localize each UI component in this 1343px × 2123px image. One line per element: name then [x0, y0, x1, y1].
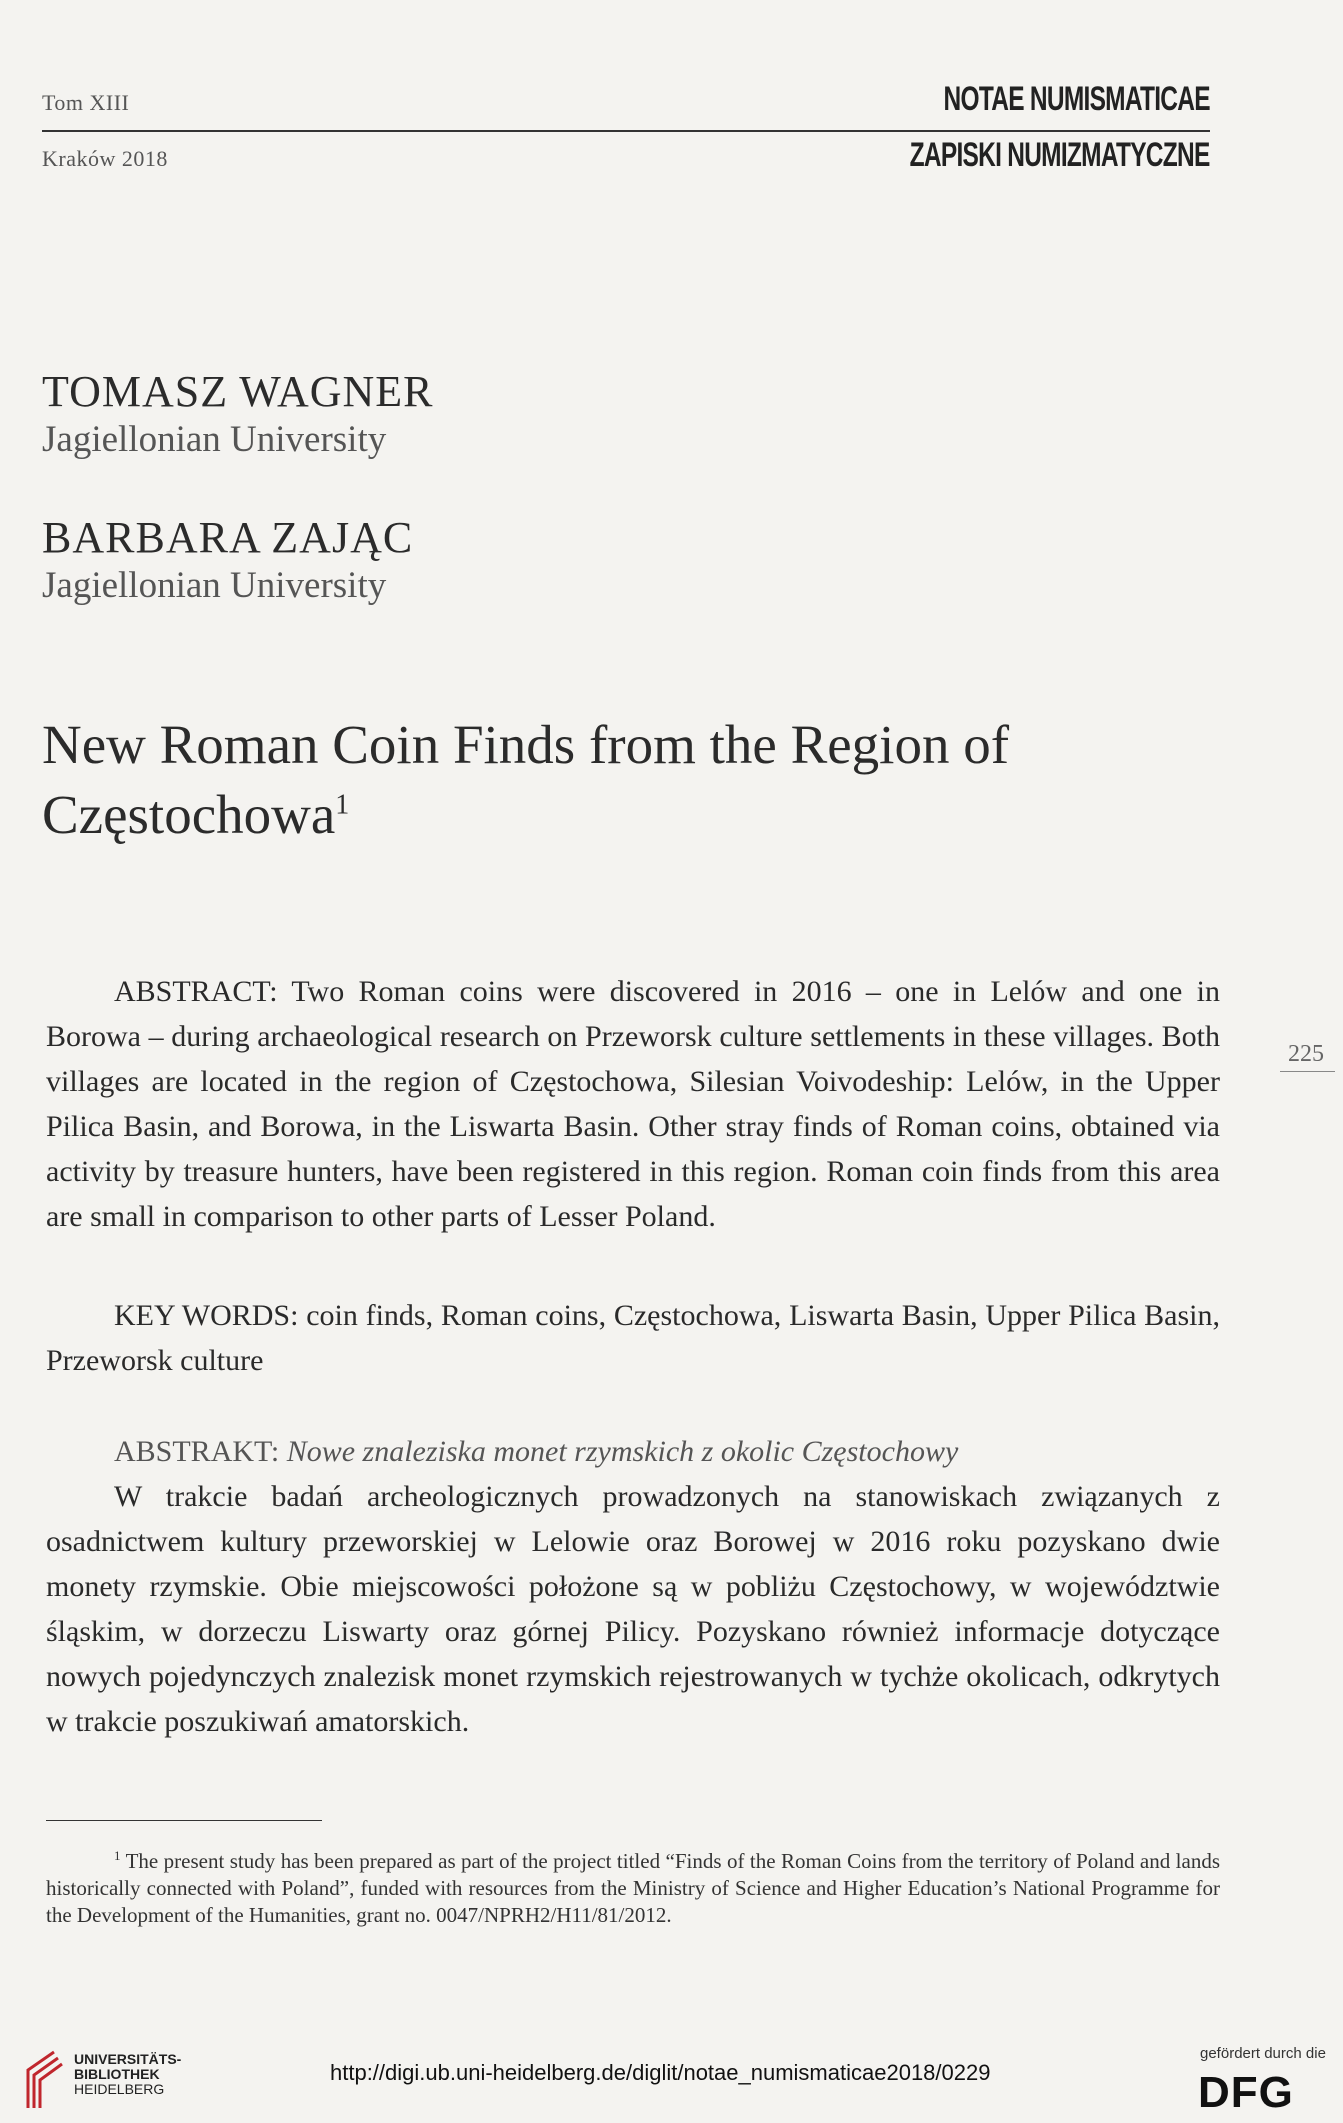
article-title-line1: New Roman Coin Finds from the Region of	[42, 714, 1010, 775]
abstrakt-text: W trakcie badań archeologicznych prowadzonych na stanowiskach związanych z osadnictwem kultury przeworskiej w Lelowie oraz Borowej w 2016 roku pozyskano dwie monety rzymskie. Obie miejscowości położone są w pobliżu Częstochowy, w województwie śląskim, w dorzeczu Liswarty oraz górnej Pilicy. Pozyskano również informacje dotyczące nowych pojedynczych znalezisk monet rzymskich rejestrowanych w tychże okolicach, odkrytych w trakcie poszukiwań amatorskich.	[46, 1480, 1220, 1738]
library-logo-icon	[14, 2048, 64, 2112]
source-url-link[interactable]: http://digi.ub.uni-heidelberg.de/diglit/notae_numismaticae2018/0229	[330, 2060, 991, 2085]
author-name-1: TOMASZ WAGNER	[42, 367, 434, 416]
footnote-separator	[46, 1820, 322, 1821]
abstract-paragraph	[46, 969, 1220, 1239]
footnote-mark: 1	[114, 1848, 121, 1863]
library-name-line2: BIBLIOTHEK	[74, 2066, 160, 2082]
author-affiliation-1: Jagiellonian University	[42, 419, 387, 460]
library-name-line3: HEIDELBERG	[74, 2081, 165, 2097]
keywords-label: KEY WORDS:	[114, 1299, 299, 1332]
library-name-line1: UNIVERSITÄTS-	[74, 2051, 182, 2067]
keywords-text: coin finds, Roman coins, Częstochowa, Liswarta Basin, Upper Pilica Basin, Przeworsk culture	[46, 1299, 1221, 1377]
article-title	[42, 710, 1192, 850]
page-number-rule	[1280, 1071, 1335, 1072]
footnote	[46, 1842, 1220, 1929]
dfg-logo: DFG	[1198, 2068, 1294, 2117]
funded-by-label: gefördert durch die	[1200, 2045, 1326, 2062]
article-title-line2: Częstochowa	[42, 784, 336, 845]
journal-title-line1: NOTAE NUMISMATICAE	[943, 80, 1210, 118]
place-year-label: Kraków 2018	[42, 146, 168, 171]
abstract-text: Two Roman coins were discovered in 2016 – one in Lelów and one in Borowa – during archaeological research on Przeworsk culture settlements in these villages. Both villages are located in the region of Częstochowa, Silesian Voivodeship: Lelów, in the Upper Pilica Basin, and Borowa, in the Liswarta Basin. Other stray finds of Roman coins, obtained via activity by treasure hunters, have been registered in this region. Roman coin finds from this area are small in comparison to other parts of Lesser Poland.	[46, 975, 1220, 1233]
abstrakt-heading	[46, 1429, 1220, 1474]
journal-title-line2: ZAPISKI NUMIZMATYCZNE	[910, 136, 1210, 174]
header-rule	[42, 130, 1210, 132]
abstrakt-label: ABSTRAKT:	[114, 1435, 280, 1468]
author-name-2: BARBARA ZAJĄC	[42, 513, 414, 562]
volume-label: Tom XIII	[42, 90, 130, 115]
library-name	[74, 2052, 181, 2097]
keywords-paragraph	[46, 1293, 1220, 1383]
abstrakt-title: Nowe znaleziska monet rzymskich z okolic Częstochowy	[286, 1435, 959, 1468]
abstract-label: ABSTRACT:	[114, 975, 278, 1008]
title-footnote-mark: 1	[335, 789, 350, 821]
footnote-text: The present study has been prepared as part of the project titled “Finds of the Roman Coins from the territory of Poland and lands historically connected with Poland”, funded with resources from the Ministry of Science and Higher Education’s National Programme for the Development of the Humanities, grant no. 0047/NPRH2/H11/81/2012.	[46, 1849, 1220, 1927]
page-number: 225	[1288, 1041, 1324, 1067]
author-affiliation-2: Jagiellonian University	[42, 565, 387, 606]
